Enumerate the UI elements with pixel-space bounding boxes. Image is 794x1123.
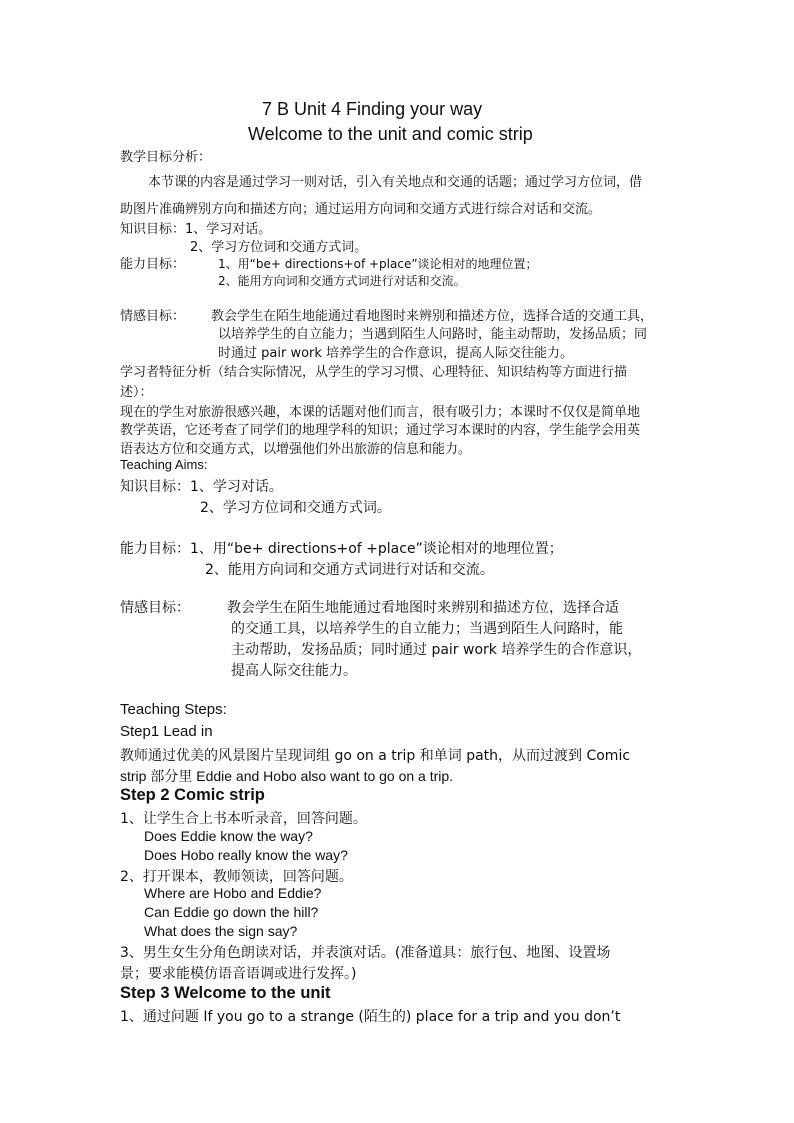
objectives-intro-line: 助图片准确辨别方向和描述方向；通过运用方向词和交通方式进行综合对话和交流。 [120, 202, 602, 217]
aims-ability-1: 能力目标：1、用“be+ directions+of +place”谈论相对的地理位置； [120, 541, 563, 557]
document-title: 7 B Unit 4 Finding your way [262, 99, 483, 119]
ability-label: 能力目标： [120, 257, 186, 272]
step2-question: Does Hobo really know the way? [144, 847, 348, 863]
step2-item: 2、打开课本，教师领读，回答问题。 [120, 869, 353, 885]
aims-emotion-line: 提高人际交往能力。 [231, 663, 357, 679]
aims-emotion-line: 主动帮助，发扬品质；同时通过 pair work 培养学生的合作意识， [231, 642, 642, 658]
step3-item: 1、通过问题 If you go to a strange (陌生的) place for a trip and you don’t [120, 1009, 621, 1025]
aims-knowledge: 知识目标：1、学习对话。 [120, 479, 283, 495]
learner-analysis-line: 语表达方位和交通方式，以增强他们外出旅游的信息和能力。 [120, 442, 472, 457]
step2-question: Does Eddie know the way? [144, 828, 313, 844]
step2-question: Can Eddie go down the hill? [144, 904, 319, 920]
aims-emotion-label: 情感目标： [120, 600, 190, 616]
step1-title: Step1 Lead in [120, 723, 213, 740]
learner-analysis-line: 教学英语，它还考查了同学们的地理学科的知识；通过学习本课时的内容，学生能学会用英 [120, 423, 641, 438]
step3-title: Step 3 Welcome to the unit [120, 984, 331, 1002]
aims-emotion-line: 的交通工具，以培养学生的自立能力；当遇到陌生人问路时，能 [231, 621, 623, 637]
learner-analysis-line: 述）： [120, 385, 153, 400]
teaching-steps-heading: Teaching Steps: [120, 701, 227, 718]
step2-question: Where are Hobo and Eddie? [144, 885, 322, 901]
aims-emotion-line: 教会学生在陌生地能通过看地图时来辨别和描述方位，选择合适 [227, 600, 619, 616]
objectives-intro-line: 本节课的内容是通过学习一则对话，引入有关地点和交通的话题；通过学习方位词，借 [148, 175, 643, 190]
aims-ability-2: 2、能用方向词和交通方式词进行对话和交流。 [205, 562, 494, 578]
step2-item: 1、让学生合上书本听录音，回答问题。 [120, 811, 367, 827]
emotion-objective-line: 以培养学生的自立能力；当遇到陌生人问路时，能主动帮助，发扬品质；同 [218, 327, 648, 342]
step2-item: 3、男生女生分角色朗读对话，并表演对话。(准备道具：旅行包、地图、设置场 [120, 945, 611, 961]
learner-analysis-line: 现在的学生对旅游很感兴趣，本课的话题对他们而言，很有吸引力；本课时不仅仅是简单地 [120, 405, 641, 420]
ability-objective-2: 2、能用方向词和交通方式词进行对话和交流。 [218, 274, 466, 288]
objectives-heading: 教学目标分析： [120, 150, 212, 165]
ability-objective-1: 1、用“be+ directions+of +place”谈论相对的地理位置； [218, 257, 538, 271]
teaching-aims-heading: Teaching Aims: [120, 457, 208, 472]
emotion-label: 情感目标： [120, 309, 186, 324]
aims-knowledge-2: 2、学习方位词和交通方式词。 [200, 500, 391, 516]
emotion-objective-line: 教会学生在陌生地能通过看地图时来辨别和描述方位，选择合适的交通工具， [211, 309, 654, 324]
step2-title: Step 2 Comic strip [120, 786, 265, 804]
step1-line: 教师通过优美的风景图片呈现词组 go on a trip 和单词 path，从而过渡到 Comic [120, 748, 631, 764]
knowledge-objective: 知识目标：1、学习对话。 [120, 222, 272, 237]
knowledge-objective-2: 2、学习方位词和交通方式词。 [190, 240, 368, 255]
document-subtitle: Welcome to the unit and comic strip [248, 124, 533, 144]
step2-item-continued: 景；要求能模仿语音语调或进行发挥。) [120, 966, 357, 982]
learner-analysis-line: 学习者特征分析（结合实际情况，从学生的学习习惯、心理特征、知识结构等方面进行描 [120, 365, 628, 380]
step2-question: What does the sign say? [144, 923, 298, 939]
emotion-objective-line: 时通过 pair work 培养学生的合作意识，提高人际交往能力。 [218, 346, 574, 361]
step1-line: strip 部分里 Eddie and Hobo also want to go on a trip. [120, 768, 454, 784]
